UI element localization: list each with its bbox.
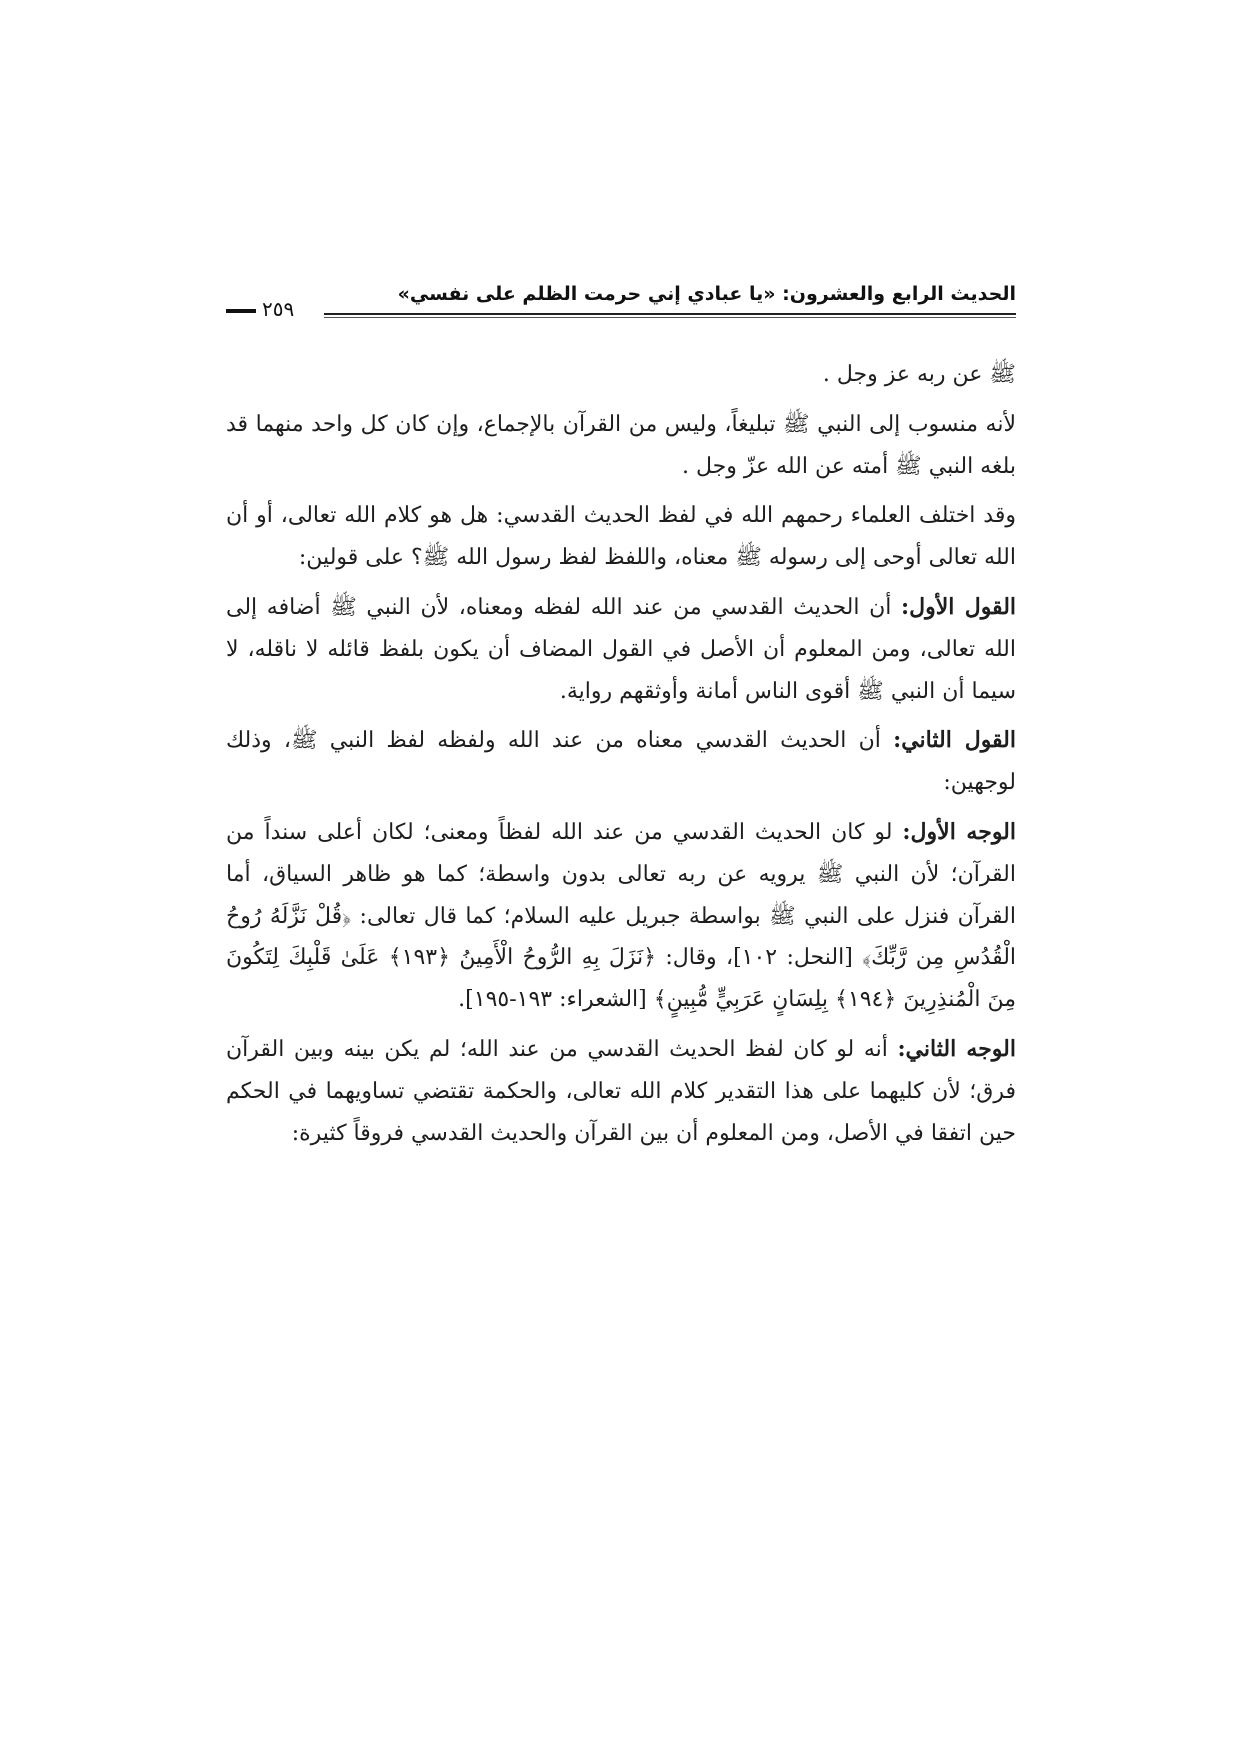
paragraph-second-aspect	[226, 1029, 1016, 1154]
paragraph-1-text: ﷺ عن ربه عز وجل .	[822, 362, 1016, 387]
paragraph-1	[226, 354, 1016, 396]
paragraph-2-text: لأنه منسوب إلى النبي ﷺ تبليغاً، وليس من القرآن بالإجماع، وإن كان كل واحد منهما قد بلغه النبي ﷺ أمته عن الله عزّ وجل .	[226, 411, 1016, 479]
first-aspect-text: لو كان الحديث القدسي من عند الله لفظاً ومعنى؛ لكان أعلى سنداً من القرآن؛ لأن النبي ﷺ يرويه عن ربه تعالى بدون واسطة؛ كما هو ظاهر السياق، أما القرآن فنزل على النبي ﷺ بواسطة جبريل عليه السلام؛ كما قال تعالى: ﴿قُلْ نَزَّلَهُ رُوحُ الْقُدُسِ مِن رَّبِّكَ﴾ [النحل: ١٠٢]، وقال: ﴿نَزَلَ بِهِ الرُّوحُ الْأَمِينُ ﴿١٩٣﴾ عَلَىٰ قَلْبِكَ لِتَكُونَ مِنَ الْمُنذِرِينَ ﴿١٩٤﴾ بِلِسَانٍ عَرَبِيٍّ مُّبِينٍ﴾ [الشعراء: ١٩٣-١٩٥].	[226, 819, 1017, 1013]
page-number: ٢٥٩	[262, 297, 295, 321]
body-text	[226, 354, 1016, 1154]
paragraph-2	[226, 404, 1016, 488]
header-rule	[324, 313, 1016, 318]
paragraph-3-text: وقد اختلف العلماء رحمهم الله في لفظ الحديث القدسي: هل هو كلام الله تعالى، أو أن الله تعالى أوحى إلى رسوله ﷺ معناه، واللفظ لفظ رسول الله ﷺ؟ على قولين:	[226, 503, 1016, 571]
page-number-dash	[226, 309, 256, 313]
second-opinion-term: القول الثاني:	[893, 727, 1016, 754]
paragraph-second-opinion	[226, 720, 1016, 804]
second-aspect-term: الوجه الثاني:	[897, 1035, 1016, 1062]
running-header	[226, 283, 1016, 323]
first-opinion-text: أن الحديث القدسي من عند الله لفظه ومعناه، لأن النبي ﷺ أضافه إلى الله تعالى، ومن المعلوم أن الأصل في القول المضاف أن يكون بلفظ قائله لا ناقله، لا سيما أن النبي ﷺ أقوى الناس أمانة وأوثقهم رواية.	[226, 594, 1016, 704]
paragraph-first-opinion	[226, 587, 1016, 712]
chapter-title: الحديث الرابع والعشرون: «يا عبادي إني حرمت الظلم على نفسي»	[397, 283, 1016, 305]
paragraph-3	[226, 495, 1016, 579]
first-aspect-term: الوجه الأول:	[902, 818, 1016, 845]
second-aspect-text: أنه لو كان لفظ الحديث القدسي من عند الله؛ لم يكن بينه وبين القرآن فرق؛ لأن كليهما على هذا التقدير كلام الله تعالى، والحكمة تقتضي تساويهما في الحكم حين اتفقا في الأصل، ومن المعلوم أن بين القرآن والحديث القدسي فروقاً كثيرة:	[226, 1036, 1016, 1146]
second-opinion-text: أن الحديث القدسي معناه من عند الله ولفظه لفظ النبي ﷺ، وذلك لوجهين:	[226, 728, 1016, 796]
paragraph-first-aspect	[226, 812, 1016, 1021]
first-opinion-term: القول الأول:	[901, 593, 1017, 620]
